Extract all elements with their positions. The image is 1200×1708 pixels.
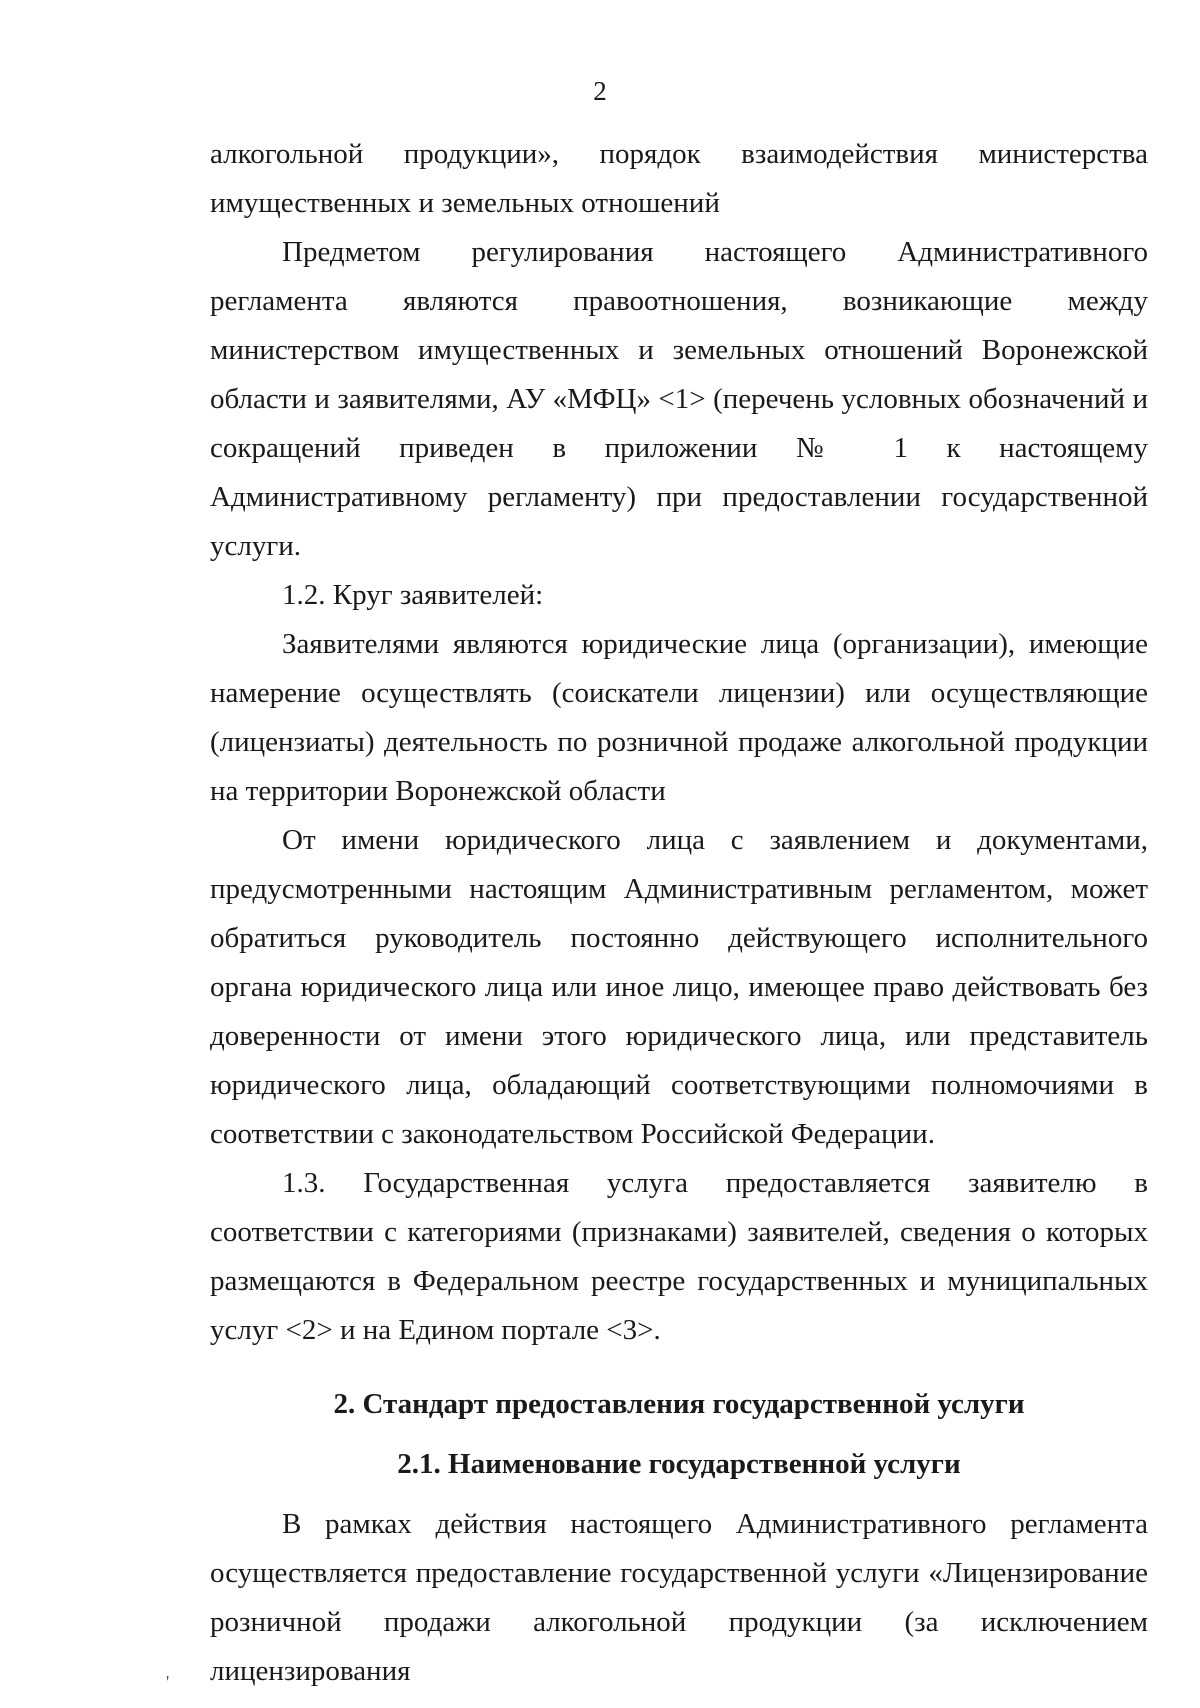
document-body — [210, 130, 1148, 1696]
paragraph-continuation: алкогольной продукции», порядок взаимодействия министерства имущественных и земельных отношений — [210, 138, 1148, 219]
page-number: 2 — [593, 76, 607, 106]
paragraph-service-name: В рамках действия настоящего Административного регламента осуществляется предоставление государственной услуги «Лицензирование розничной продажи алкогольной продукции (за исключением лицензирования — [210, 1508, 1148, 1687]
paragraph-service-categories: 1.3. Государственная услуга предоставляется заявителю в соответствии с категориями (признаками) заявителей, сведения о которых размещаются в Федеральном реестре государственных и муниципальных услуг <2> и на Едином портале <3>. — [210, 1167, 1148, 1346]
section-heading-standard: 2. Стандарт предоставления государственной услуги — [333, 1388, 1025, 1420]
paragraph-subject: Предметом регулирования настоящего Административного регламента являются правоотношения, возникающие между министерством имущественных и земельных отношений Воронежской области и заявителями, АУ «МФЦ» <1> (перечень условных обозначений и сокращений приведен в приложении № 1 к настоящему Административному регламенту) при предоставлении государственной услуги. — [210, 236, 1148, 562]
scan-speck: ' — [166, 1672, 170, 1692]
paragraph-applicants-heading: 1.2. Круг заявителей: — [282, 579, 544, 611]
subsection-heading-service-name: 2.1. Наименование государственной услуги — [397, 1448, 961, 1480]
paragraph-representation: От имени юридического лица с заявлением и документами, предусмотренными настоящим Административным регламентом, может обратиться руководитель постоянно действующего исполнительного органа юридического лица или иное лицо, имеющее право действовать без доверенности от имени этого юридического лица, или представитель юридического лица, обладающий соответствующими полномочиями в соответствии с законодательством Российской Федерации. — [210, 824, 1148, 1150]
paragraph-applicants: Заявителями являются юридические лица (организации), имеющие намерение осуществлять (соискатели лицензии) или осуществляющие (лицензиаты) деятельность по розничной продаже алкогольной продукции на территории Воронежской области — [210, 628, 1148, 807]
